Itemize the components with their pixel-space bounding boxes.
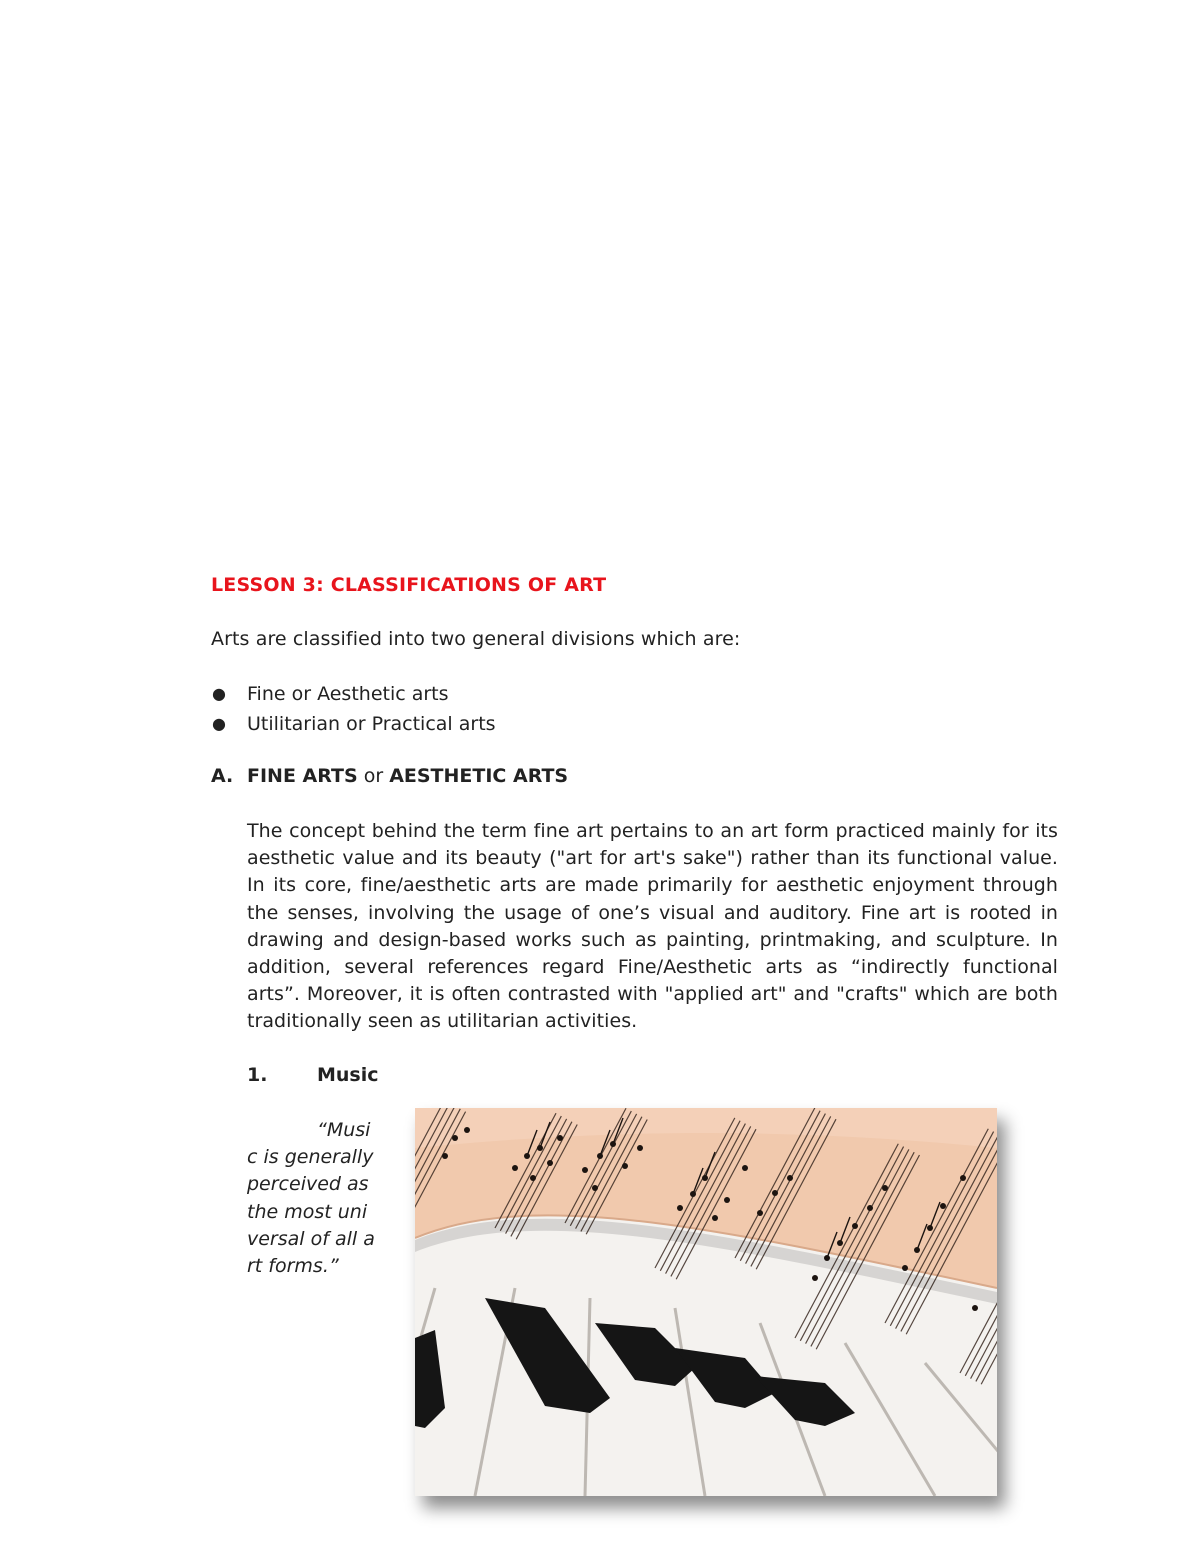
music-number: 1. — [247, 1064, 268, 1086]
bullet-icon: ● — [212, 714, 226, 733]
section-letter: A. — [211, 765, 234, 787]
music-title: Music — [317, 1064, 379, 1086]
bullet-icon: ● — [212, 684, 226, 703]
music-heading — [247, 1064, 379, 1086]
lesson-title: LESSON 3: CLASSIFICATIONS OF ART — [211, 574, 607, 596]
section-heading-part1: FINE ARTS — [247, 765, 358, 787]
divisions-list — [211, 682, 496, 742]
fine-arts-paragraph: The concept behind the term fine art pertains to an art form practiced mainly for its aesthetic value and its beauty ("art for art's sake") rather than its functional value. In its core, fine/aesthetic arts are made primarily for aesthetic enjoyment through the senses, involving the usage of one’s visual and auditory. Fine art is rooted in drawing and design-based works such as painting, printmaking, and sculpture. In addition, several references regard Fine/Aesthetic arts as “indirectly functional arts”. Moreover, it is often contrasted with "applied art" and "crafts" which are both traditionally seen as utilitarian activities. — [247, 820, 1058, 1033]
section-heading-or: or — [357, 765, 390, 787]
music-quote: “Music is generally perceived as the most universal of all art forms.” — [247, 1119, 375, 1278]
intro-text: Arts are classified into two general divisions which are: — [211, 628, 741, 650]
sheet-music-piano-image — [415, 1108, 997, 1496]
section-a-heading — [211, 765, 568, 787]
list-item-label: Utilitarian or Practical arts — [247, 713, 496, 735]
section-heading-part2: AESTHETIC ARTS — [389, 765, 569, 787]
list-item — [211, 682, 496, 712]
list-item-label: Fine or Aesthetic arts — [247, 683, 449, 705]
list-item — [211, 712, 496, 742]
